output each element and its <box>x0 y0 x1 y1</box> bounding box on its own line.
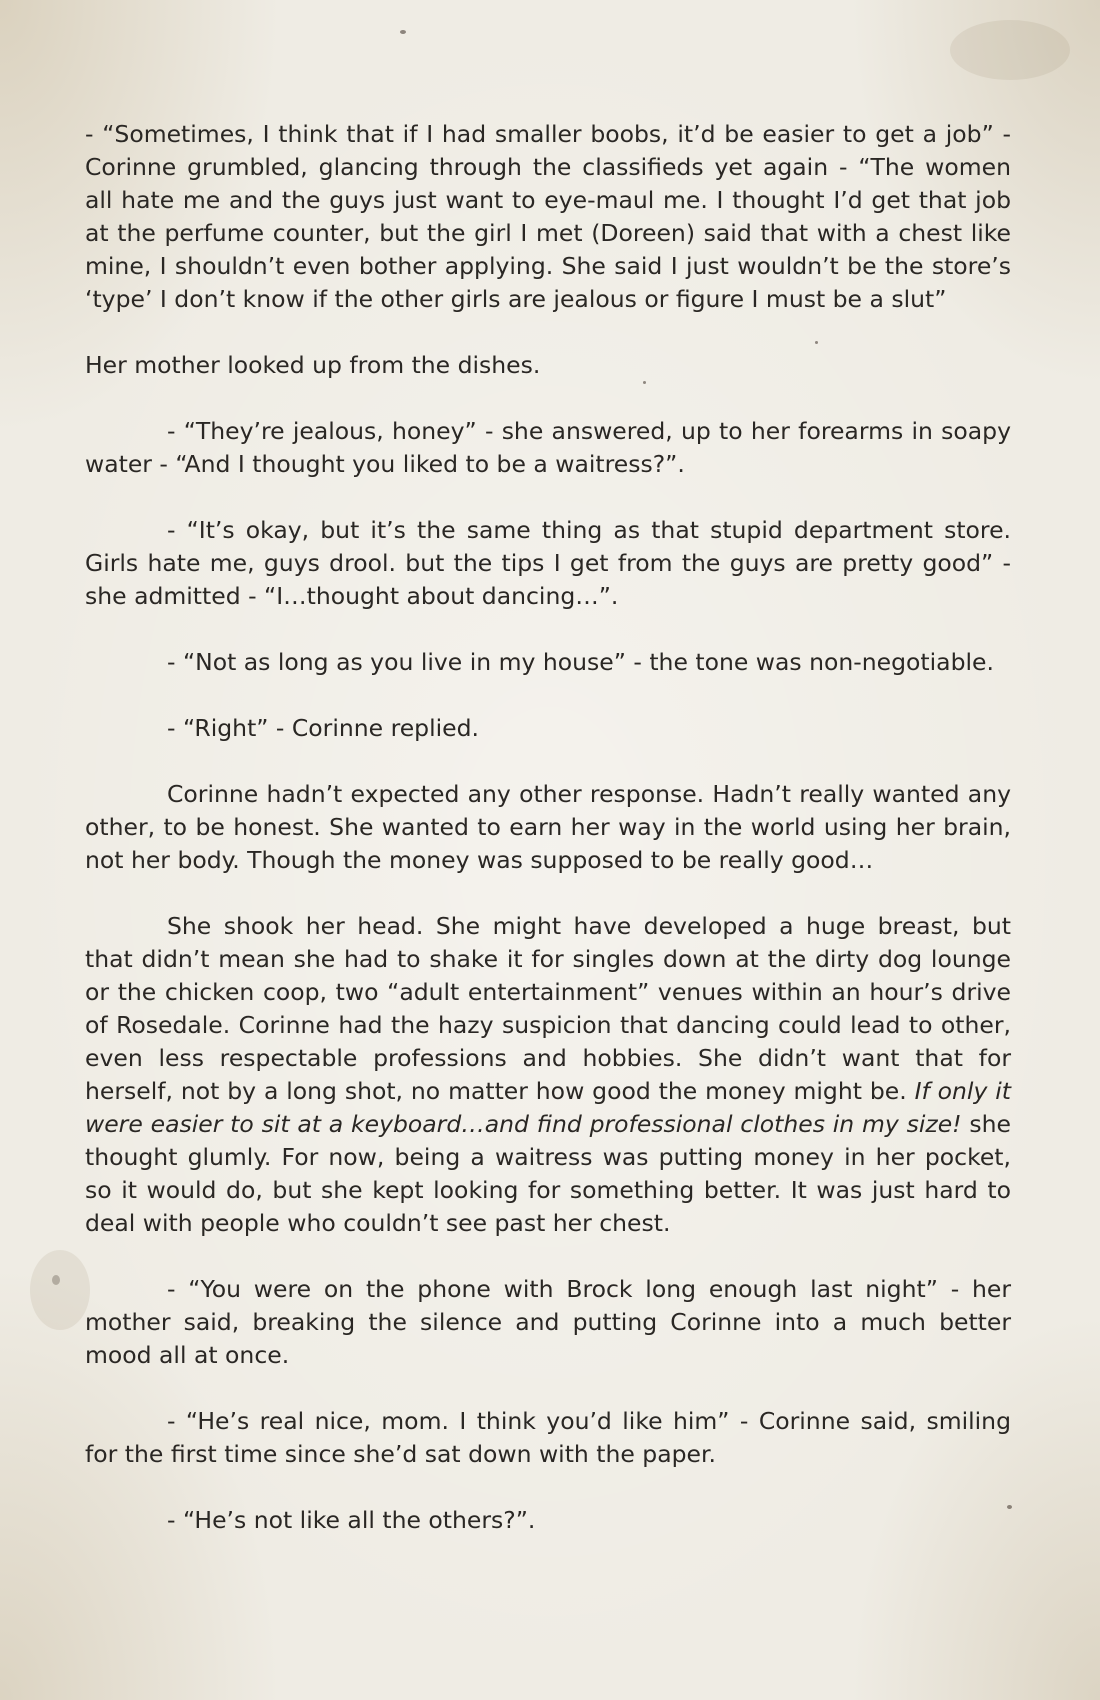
paragraph-text: - “You were on the phone with Brock long enough last night” - her mother said, breaking the silence and putting Corinne into a much better mood all at once. <box>85 1275 1011 1369</box>
paper-speck <box>52 1275 60 1285</box>
paragraph <box>85 1405 1011 1471</box>
paragraph <box>85 646 1011 679</box>
paper-speck <box>400 30 406 34</box>
paragraph-text: - “He’s not like all the others?”. <box>167 1506 536 1534</box>
paragraph-text: - “They’re jealous, honey” - she answered, up to her forearms in soapy water - “And I thought you liked to be a waitress?”. <box>85 417 1011 478</box>
document-body <box>85 118 1011 1537</box>
paragraph-text: - “Right” - Corinne replied. <box>167 714 479 742</box>
paragraph <box>85 1273 1011 1372</box>
paragraph <box>85 778 1011 877</box>
paragraph <box>85 415 1011 481</box>
paper-stain <box>30 1250 90 1330</box>
paragraph <box>85 118 1011 316</box>
paragraph-text: Her mother looked up from the dishes. <box>85 351 541 379</box>
paragraph <box>85 349 1011 382</box>
italic-text: If only it were easier to sit at a keyboard…and find professional clothes in my size! <box>85 1077 1011 1138</box>
paragraph <box>85 712 1011 745</box>
paragraph <box>85 1504 1011 1537</box>
paragraph-text: - “Not as long as you live in my house” - the tone was non-negotiable. <box>167 648 994 676</box>
paragraph-text: - “Sometimes, I think that if I had smaller boobs, it’d be easier to get a job” - Corinne grumbled, glancing through the classifieds yet again - “The women all hate me and the guys just want to eye-maul me. I thought I’d get that job at the perfume counter, but the girl I met (Doreen) said that with a chest like mine, I shouldn’t even bother applying. She said I just wouldn’t be the store’s ‘type’ I don’t know if the other girls are jealous or figure I must be a slut” <box>85 120 1011 313</box>
paragraph <box>85 514 1011 613</box>
paragraph <box>85 910 1011 1240</box>
paper-stain <box>950 20 1070 80</box>
paragraph-text: She shook her head. She might have developed a huge breast, but that didn’t mean she had to shake it for singles down at the dirty dog lounge or the chicken coop, two “adult entertainment” venues within an hour’s drive of Rosedale. Corinne had the hazy suspicion that dancing could lead to other, even less respectable professions and hobbies. She didn’t want that for herself, not by a long shot, no matter how good the money might be. <box>85 912 1011 1105</box>
paragraph-text: - “He’s real nice, mom. I think you’d like him” - Corinne said, smiling for the first time since she’d sat down with the paper. <box>85 1407 1011 1468</box>
paragraph-text: Corinne hadn’t expected any other response. Hadn’t really wanted any other, to be honest. She wanted to earn her way in the world using her brain, not her body. Though the money was supposed to be really good… <box>85 780 1011 874</box>
paragraph-text: - “It’s okay, but it’s the same thing as that stupid department store. Girls hate me, guys drool. but the tips I get from the guys are pretty good” - she admitted - “I…thought about dancing…”. <box>85 516 1011 610</box>
paragraph-text: she thought glumly. For now, being a waitress was putting money in her pocket, so it would do, but she kept looking for something better. It was just hard to deal with people who couldn’t see past her chest. <box>85 1110 1012 1237</box>
